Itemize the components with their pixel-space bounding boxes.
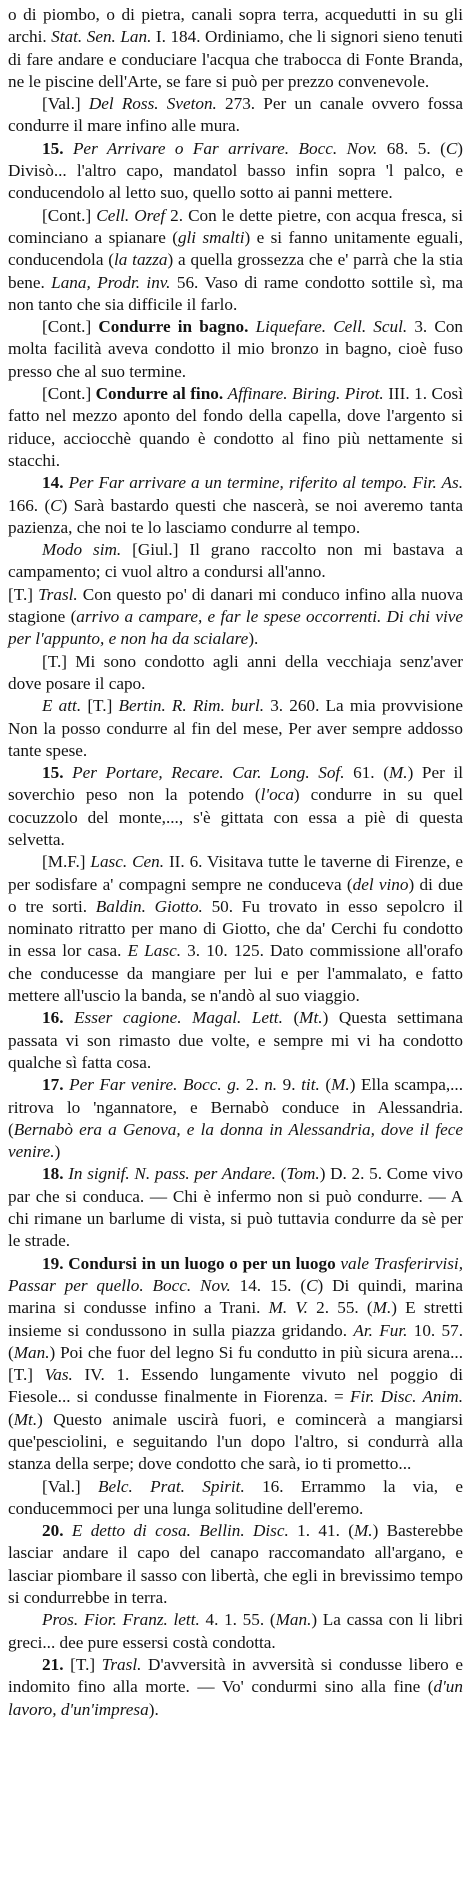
entry-text: 50. Fu trovato in esso sepolcro il nominato ritratto per mano di Giotto, che da' Cerchi fu condotto in essa lor casa. xyxy=(8,896,463,961)
citation-text: Bernabò era a Genova, e la donna in Alessandria, dove il fece venire. xyxy=(8,1119,463,1162)
entry-paragraph xyxy=(8,383,463,472)
entry-paragraph xyxy=(8,651,463,696)
entry-paragraph xyxy=(8,851,463,1007)
entry-text: 16. Errammo la via, e conducemmoci per una lunga solitudine dell'eremo. xyxy=(8,1476,464,1518)
entry-text xyxy=(63,1521,71,1540)
entry-text: 3. 10. 125. Dato commissione all'orafo che conducesse da mangiare per lui e per l'ammalato, e fatto mettere all'uscio la banda, se n'andò al suo viaggio. xyxy=(8,941,464,1006)
sense-heading: 20. xyxy=(42,1521,64,1541)
entry-text: ) D. 2. 5. Come vivo par che si conduca. — Chi è infermo non si può condurre. — A chi rimane un barlume di vista, si può tuttavia condurre da sè per le strade. xyxy=(8,1164,463,1251)
entry-text: 9. xyxy=(277,1075,302,1095)
citation-text: Baldin. Giotto. xyxy=(95,896,203,916)
entry-paragraph xyxy=(8,762,463,851)
sense-heading: 19. xyxy=(42,1253,64,1273)
citation-text: Modo sim. xyxy=(42,540,122,560)
entry-text: 10. 57. ( xyxy=(8,1320,464,1362)
entry-text: [T.] Mi sono condotto agli anni della vecchiaja senz'aver dove posare il capo. xyxy=(8,651,463,693)
citation-text: E att. xyxy=(42,696,82,716)
entry-paragraph xyxy=(8,1007,463,1074)
citation-text: arrivo a campare, e far le spese occorrenti. Di chi vive per l'appunto, e non ha da scialare xyxy=(8,607,463,649)
entry-paragraph xyxy=(8,1074,463,1163)
citation-text: Per Portare, Recare. Car. Long. Sof. xyxy=(72,763,345,783)
entry-text: ) xyxy=(54,1142,61,1162)
entry-text: [Val.] xyxy=(42,1476,98,1496)
citation-text: d'un lavoro, d'un'impresa xyxy=(8,1677,463,1719)
entry-text xyxy=(248,317,255,336)
entry-text: III. 1. Così fatto nel mezzo aponto del fondo della capella, dove l'argento si riduce, acciocchè quando è condotto al fino più nettamente si stacchi. xyxy=(8,384,463,470)
entry-text: I. 184. Ordiniamo, che li signori sieno tenuti di fare andare e conduciare l'acqua che trabocca di Fonte Branda, ne le piscine dell'Arte, se fare si può per prezzo convenevole. xyxy=(8,27,463,91)
entry-text: ) Divisò... l'altro capo, mandatol basso infin sopra 'l palco, e conducendolo al letto suo, quello sotto ai panni mettere. xyxy=(8,138,464,203)
entry-text: ). xyxy=(248,629,259,649)
citation-text: M. xyxy=(388,763,408,783)
entry-paragraph xyxy=(8,472,463,539)
sense-heading: Condurre al fino. xyxy=(95,384,224,404)
entry-paragraph xyxy=(8,138,463,205)
citation-text: del vino xyxy=(352,874,409,894)
entry-text: 14. 15. ( xyxy=(230,1275,307,1295)
entry-text: [T.] xyxy=(63,1654,102,1674)
citation-text: Per Far arrivare a un termine, riferito al tempo. Fir. As. xyxy=(68,473,463,493)
entry-text: 273. Per un canale ovvero fossa condurre il mare infino alle mura. xyxy=(8,94,463,136)
entry-paragraph xyxy=(8,1253,463,1476)
entry-text: 166. ( xyxy=(8,495,51,515)
citation-text: Mt. xyxy=(13,1409,38,1429)
entry-text: [M.F.] xyxy=(42,852,91,872)
sense-heading: 14. xyxy=(42,473,64,493)
entry-text: 2. xyxy=(240,1075,265,1095)
entry-text: ) Di quindi, marina marina si condusse infino a Trani. xyxy=(8,1275,463,1318)
entry-text: 68. 5. ( xyxy=(377,138,446,158)
entry-text: o di piombo, o di pietra, canali sopra terra, acquedutti in su gli archi. xyxy=(8,5,463,47)
citation-text: C xyxy=(306,1275,318,1295)
citation-text: gli smalti xyxy=(177,227,245,247)
entry-text: ) condurre in su quel cocuzzolo del monte,..., s'è gittata con essa a piè di questa selvetta. xyxy=(8,785,463,849)
entry-paragraph xyxy=(8,4,463,93)
entry-text: ) Questo animale uscirà fuori, e comincerà a mangiarsi que'pesciolini, e seguitando l'un dopo l'altro, si condurrà alla stanza della serpe; dove condotto che sarà, io ti prometto... xyxy=(8,1409,463,1474)
citation-text: Bertin. R. Rim. burl. xyxy=(118,696,265,716)
citation-text: Fir. Disc. Anim. xyxy=(350,1387,464,1407)
entry-text: 56. Vaso di rame condotto sottile sì, ma non tanto che sia difficile il farlo. xyxy=(8,272,463,314)
citation-text: C xyxy=(50,495,62,515)
entry-text: ( xyxy=(275,1164,287,1184)
entry-paragraph xyxy=(8,1163,463,1252)
entry-paragraph xyxy=(8,1520,463,1609)
entry-paragraph xyxy=(8,539,463,584)
entry-text: [Cont.] xyxy=(42,384,96,404)
entry-paragraph xyxy=(8,1654,463,1721)
citation-text: Esser cagione. Magal. Lett. xyxy=(74,1008,283,1028)
citation-text: M. xyxy=(353,1521,373,1541)
sense-heading: 16. xyxy=(42,1008,64,1028)
entry-text: 61. ( xyxy=(344,763,389,783)
entry-text: ) E stretti insieme si condussono in sulla piazza gridando. xyxy=(8,1298,463,1340)
citation-text: Trasl. xyxy=(38,584,78,604)
entry-text: [T.] xyxy=(8,584,39,604)
entry-text: ) di due o tre sorti. xyxy=(8,874,463,916)
sense-heading: Condurre in bagno. xyxy=(98,317,249,337)
entry-text: IV. 1. Essendo lungamente vivuto nel poggio di Fiesole... si condusse finalmente in Fiorenza. = xyxy=(8,1365,464,1407)
entry-text: D'avversità in avversità si condusse libero e indomito fino alla morte. — Vo' condurmi sino alla fine ( xyxy=(8,1654,463,1697)
citation-text: E Lasc. xyxy=(127,941,181,961)
entry-text xyxy=(63,139,72,158)
entry-text: 2. 55. ( xyxy=(307,1298,373,1318)
citation-text: n. xyxy=(264,1075,278,1095)
entry-text: ( xyxy=(8,1409,14,1429)
entry-text: ( xyxy=(282,1008,300,1028)
entry-text: ) Questa settimana passata vi son rimasto due volte, e sempre mi vi ha condotto qualche sì fatta cosa. xyxy=(8,1008,464,1072)
entry-paragraph xyxy=(8,93,463,138)
entry-paragraph xyxy=(8,1609,463,1654)
citation-text: Trasl. xyxy=(101,1654,142,1674)
citation-text: Lasc. Cen. xyxy=(90,852,165,872)
citation-text: Liquefare. Cell. Scul. xyxy=(255,317,408,337)
citation-text: tit. xyxy=(301,1075,320,1095)
citation-text: la tazza xyxy=(113,250,168,270)
entry-text: ) Ella scampa,... ritrova lo 'ngannatore, e Bernabò conduce in Alessandria. ( xyxy=(8,1075,464,1139)
citation-text: Lana, Prodr. inv. xyxy=(51,272,171,292)
entry-paragraph xyxy=(8,316,463,383)
citation-text: Belc. Prat. Spirit. xyxy=(97,1476,245,1496)
citation-text: Ar. Fur. xyxy=(353,1320,408,1340)
citation-text: M. V. xyxy=(268,1298,308,1318)
entry-text: ) Sarà bastardo questi che nascerà, se noi averemo tanta pazienza, che noi te lo lasciamo condurre al tempo. xyxy=(8,495,463,537)
citation-text: Per Far venire. Bocc. g. xyxy=(69,1075,241,1095)
entry-text: ) Per il soverchio peso non la potendo ( xyxy=(8,763,463,805)
entry-text: [Cont.] xyxy=(42,317,99,337)
citation-text: C xyxy=(445,138,458,158)
citation-text: Per Arrivare o Far arrivare. Bocc. Nov. xyxy=(72,138,378,158)
entry-paragraph xyxy=(8,695,463,762)
entry-text: ) La cassa con li libri greci... dee pure essersi costà condotta. xyxy=(8,1610,463,1652)
entry-paragraph xyxy=(8,205,463,316)
citation-text: Man. xyxy=(13,1342,50,1362)
sense-heading: 21. xyxy=(42,1654,64,1674)
entry-text: ) a quella grossezza che e' parrà che la stia bene. xyxy=(8,250,463,292)
citation-text: Cell. Oref xyxy=(96,205,166,225)
entry-text: II. 6. Visitava tutte le taverne di Firenze, e per sodisfare a' compagni sempre ne conduceva ( xyxy=(8,852,463,894)
citation-text: Stat. Sen. Lan. xyxy=(51,27,152,47)
sense-heading: 15. xyxy=(42,138,64,158)
citation-text: vale Trasferirvisi, Passar per quello. Bocc. Nov. xyxy=(8,1253,464,1295)
citation-text: Tom. xyxy=(286,1164,320,1184)
entry-text: [Cont.] xyxy=(42,205,97,225)
citation-text: Affinare. Biring. Pirot. xyxy=(227,384,384,404)
citation-text: Pros. Fior. Franz. lett. xyxy=(42,1610,200,1630)
entry-text: [T.] xyxy=(81,696,119,716)
citation-text: E detto di cosa. Bellin. Disc. xyxy=(71,1521,289,1541)
entry-text: ) Poi che fuor del legno Si fu condutto in più sicura arena... [T.] xyxy=(8,1342,463,1385)
entry-paragraph xyxy=(8,1476,463,1521)
entry-text: ( xyxy=(319,1075,332,1095)
entry-text: 3. Con molta facilità aveva condotto il mio bronzo in bagno, cioè fuso presso che al suo termine. xyxy=(8,317,464,381)
sense-heading: 15. xyxy=(42,763,64,783)
citation-text: M. xyxy=(372,1298,392,1318)
entry-text: 1. 41. ( xyxy=(288,1521,354,1541)
citation-text: Vas. xyxy=(44,1365,73,1385)
entry-text: ) Basterebbe lasciar andare il capo del canapo raccomandato all'argano, e lasciar piombare il sasso con libertà, che egli in brevissimo tempo si condurrebbe in terra. xyxy=(8,1521,464,1608)
citation-text: l'oca xyxy=(260,785,294,805)
sense-heading: 17. xyxy=(42,1075,64,1095)
entry-text xyxy=(63,763,72,782)
entry-text: [Val.] xyxy=(42,94,89,114)
entry-text: 4. 1. 55. ( xyxy=(199,1610,276,1630)
entry-text: [Giul.] Il grano raccolto non mi bastava a campamento; ci vuol altro a condursi all'anno. xyxy=(8,540,463,582)
entry-text: ). xyxy=(148,1699,159,1719)
citation-text: Del Ross. Sveton. xyxy=(88,94,217,114)
entry-paragraph xyxy=(8,584,463,651)
citation-text: Man. xyxy=(275,1610,312,1630)
citation-text: Mt. xyxy=(299,1008,323,1028)
citation-text: In signif. N. pass. per Andare. xyxy=(68,1164,276,1184)
sense-heading: Condursi in un luogo o per un luogo xyxy=(68,1253,336,1273)
entry-text: Con questo po' di danari mi conduco infino alla nuova stagione ( xyxy=(8,584,464,627)
citation-text: M. xyxy=(331,1075,350,1095)
entry-text: ) e si fanno unitamente eguali, conducendola ( xyxy=(8,227,463,270)
entry-text xyxy=(63,1008,74,1027)
entry-text: 3. 260. La mia provvisione Non la posso condurre al fin del mese, Per aver sempre addosso tante spese. xyxy=(8,696,463,760)
entry-text: 2. Con le dette pietre, con acqua fresca, si cominciano a spianare ( xyxy=(8,205,463,247)
sense-heading: 18. xyxy=(42,1164,64,1184)
